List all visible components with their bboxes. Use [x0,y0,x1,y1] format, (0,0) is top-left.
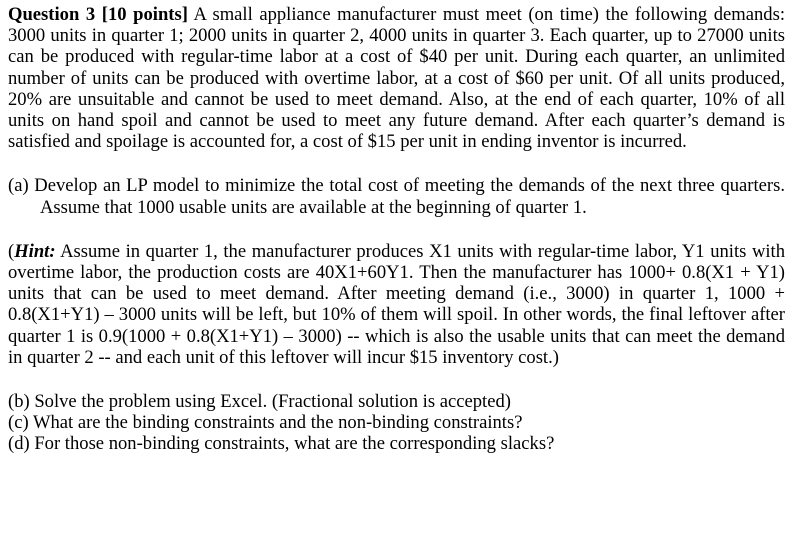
part-d: (d) For those non-binding constraints, what are the corresponding slacks? [8,433,555,455]
spacer [8,218,785,241]
question-intro [8,4,785,152]
hint-paragraph [8,241,785,368]
spacer [8,152,785,175]
question-document [8,4,785,455]
spacer [8,368,785,391]
hint-open-paren: ( [8,240,15,262]
hint-label: Hint: [14,240,56,262]
question-heading: Question 3 [10 points] [8,4,188,25]
part-b: (b) Solve the problem using Excel. (Fractional solution is accepted) [8,391,511,413]
question-intro-text: A small appliance manufacturer must meet (on time) the following demands: 3000 units in quarter 1; 2000 units in quarter 2, 4000 units in quarter 3. Each quarter, up to 27000 units can be produced with regular-time labor at a cost of $40 per unit. During each quarter, an unlimited number of units can be produced with overtime labor, at a cost of $60 per unit. Of all units produced, 20% are unsuitable and cannot be used to meet demand. Also, at the end of each quarter, 10% of all units on hand spoil and cannot be used to meet any future demand. After each quarter’s demand is satisfied and spoilage is accounted for, a cost of $15 per unit in ending inventor is incurred. [8,4,785,153]
part-a: (a) Develop an LP model to minimize the total cost of meeting the demands of the next three quarters. Assume that 1000 usable units are available at the beginning of quarter 1. [8,175,785,218]
part-c: (c) What are the binding constraints and the non-binding constraints? [8,412,523,434]
hint-text: Assume in quarter 1, the manufacturer produces X1 units with regular-time labor, Y1 units with overtime labor, the production costs are 40X1+60Y1. Then the manufacturer has 1000+ 0.8(X1 + Y1) units that can be used to meet demand. After meeting demand (i.e., 3000) in quarter 1, 1000 + 0.8(X1+Y1) – 3000 units will be left, but 10% of them will spoil. In other words, the final leftover after quarter 1 is 0.9(1000 + 0.8(X1+Y1) – 3000) -- which is also the usable units that can meet the demand in quarter 2 -- and each unit of this leftover will incur $15 inventory cost.) [8,240,785,368]
